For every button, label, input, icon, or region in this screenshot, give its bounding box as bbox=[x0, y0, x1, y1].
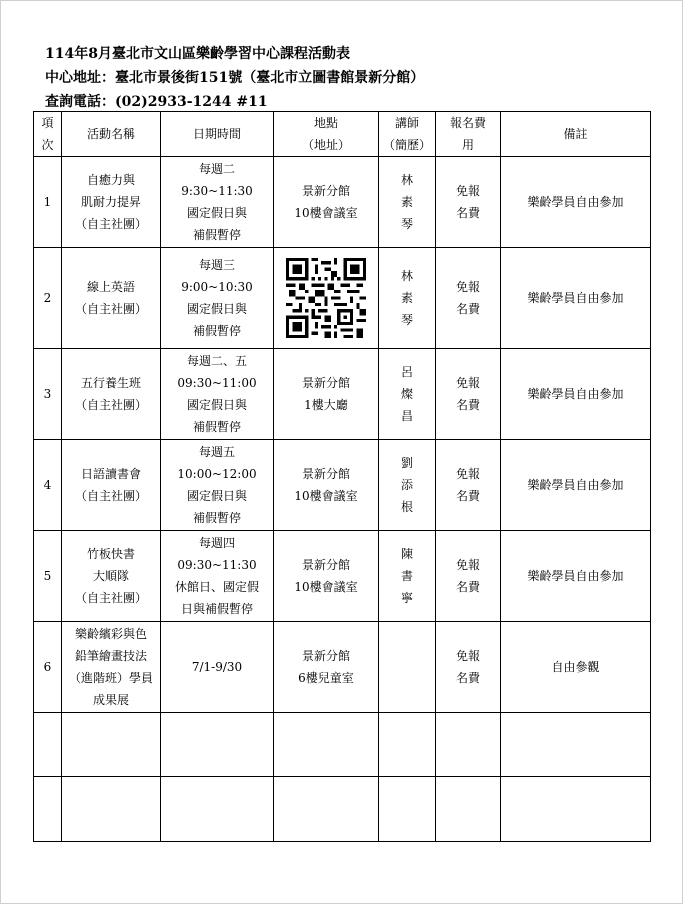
row-number: 5 bbox=[34, 531, 62, 622]
table-row bbox=[34, 248, 651, 349]
location: 景新分館 10樓會議室 bbox=[274, 157, 379, 248]
fee: 免報 名費 bbox=[436, 248, 501, 349]
location: 景新分館 6樓兒童室 bbox=[274, 622, 379, 713]
teacher-name: 劉 添 根 bbox=[379, 440, 436, 531]
empty-row bbox=[34, 777, 651, 842]
empty-cell bbox=[501, 777, 651, 842]
note: 樂齡學員自由參加 bbox=[501, 248, 651, 349]
activity-name: 竹板快書 大順隊 （自主社團） bbox=[62, 531, 161, 622]
activity-name: 線上英語 （自主社團） bbox=[62, 248, 161, 349]
table-row bbox=[34, 622, 651, 713]
fee: 免報 名費 bbox=[436, 157, 501, 248]
header-location: 地點 （地址） bbox=[274, 112, 379, 157]
qr-code-icon[interactable] bbox=[286, 258, 366, 338]
table-row bbox=[34, 157, 651, 248]
header-date: 日期時間 bbox=[161, 112, 274, 157]
note: 自由參觀 bbox=[501, 622, 651, 713]
header-fee: 報名費 用 bbox=[436, 112, 501, 157]
teacher-name: 呂 燦 昌 bbox=[379, 349, 436, 440]
teacher-name: 林 素 琴 bbox=[379, 157, 436, 248]
document-title: 114年8月臺北市文山區樂齡學習中心課程活動表 bbox=[45, 46, 350, 62]
date-time: 每週二 9:30~11:30 國定假日與 補假暫停 bbox=[161, 157, 274, 248]
activity-name: 自癒力與 肌耐力提昇 （自主社團） bbox=[62, 157, 161, 248]
empty-cell bbox=[274, 713, 379, 777]
date-time: 每週五 10:00~12:00 國定假日與 補假暫停 bbox=[161, 440, 274, 531]
empty-cell bbox=[379, 713, 436, 777]
center-address: 中心地址：臺北市景後街151號（臺北市立圖書館景新分館） bbox=[45, 70, 425, 86]
activity-name: 日語讀書會 （自主社團） bbox=[62, 440, 161, 531]
note: 樂齡學員自由參加 bbox=[501, 531, 651, 622]
date-time: 每週四 09:30~11:30 休館日、國定假 日與補假暫停 bbox=[161, 531, 274, 622]
row-number: 2 bbox=[34, 248, 62, 349]
note: 樂齡學員自由參加 bbox=[501, 157, 651, 248]
contact-phone: 查詢電話：(02)2933-1244 #11 bbox=[45, 94, 268, 110]
schedule-table bbox=[33, 111, 651, 842]
header-note: 備註 bbox=[501, 112, 651, 157]
empty-cell bbox=[379, 777, 436, 842]
empty-cell bbox=[161, 713, 274, 777]
note: 樂齡學員自由參加 bbox=[501, 440, 651, 531]
fee: 免報 名費 bbox=[436, 531, 501, 622]
date-time: 7/1-9/30 bbox=[161, 622, 274, 713]
empty-row bbox=[34, 713, 651, 777]
row-number: 4 bbox=[34, 440, 62, 531]
activity-name: 五行養生班 （自主社團） bbox=[62, 349, 161, 440]
empty-cell bbox=[436, 777, 501, 842]
empty-cell bbox=[62, 777, 161, 842]
empty-cell bbox=[161, 777, 274, 842]
empty-cell bbox=[274, 777, 379, 842]
empty-cell bbox=[501, 713, 651, 777]
teacher-name: 陳 書 寧 bbox=[379, 531, 436, 622]
fee: 免報 名費 bbox=[436, 349, 501, 440]
location: 景新分館 1樓大廳 bbox=[274, 349, 379, 440]
fee: 免報 名費 bbox=[436, 622, 501, 713]
empty-cell bbox=[34, 777, 62, 842]
empty-cell bbox=[62, 713, 161, 777]
date-time: 每週二、五 09:30~11:00 國定假日與 補假暫停 bbox=[161, 349, 274, 440]
row-number: 3 bbox=[34, 349, 62, 440]
teacher-name bbox=[379, 622, 436, 713]
date-time: 每週三 9:00~10:30 國定假日與 補假暫停 bbox=[161, 248, 274, 349]
header-teacher: 講師 （簡歷） bbox=[379, 112, 436, 157]
note: 樂齡學員自由參加 bbox=[501, 349, 651, 440]
location: 景新分館 10樓會議室 bbox=[274, 440, 379, 531]
teacher-name: 林 素 琴 bbox=[379, 248, 436, 349]
table-row bbox=[34, 349, 651, 440]
location-qr-code bbox=[274, 248, 379, 349]
header-no: 項 次 bbox=[34, 112, 62, 157]
location: 景新分館 10樓會議室 bbox=[274, 531, 379, 622]
table-row bbox=[34, 531, 651, 622]
row-number: 6 bbox=[34, 622, 62, 713]
table-header-row bbox=[34, 112, 651, 157]
fee: 免報 名費 bbox=[436, 440, 501, 531]
empty-cell bbox=[436, 713, 501, 777]
header-name: 活動名稱 bbox=[62, 112, 161, 157]
row-number: 1 bbox=[34, 157, 62, 248]
table-row bbox=[34, 440, 651, 531]
document-header bbox=[45, 42, 424, 114]
activity-name: 樂齡繽彩與色 鉛筆繪畫技法 （進階班）學員 成果展 bbox=[62, 622, 161, 713]
empty-cell bbox=[34, 713, 62, 777]
